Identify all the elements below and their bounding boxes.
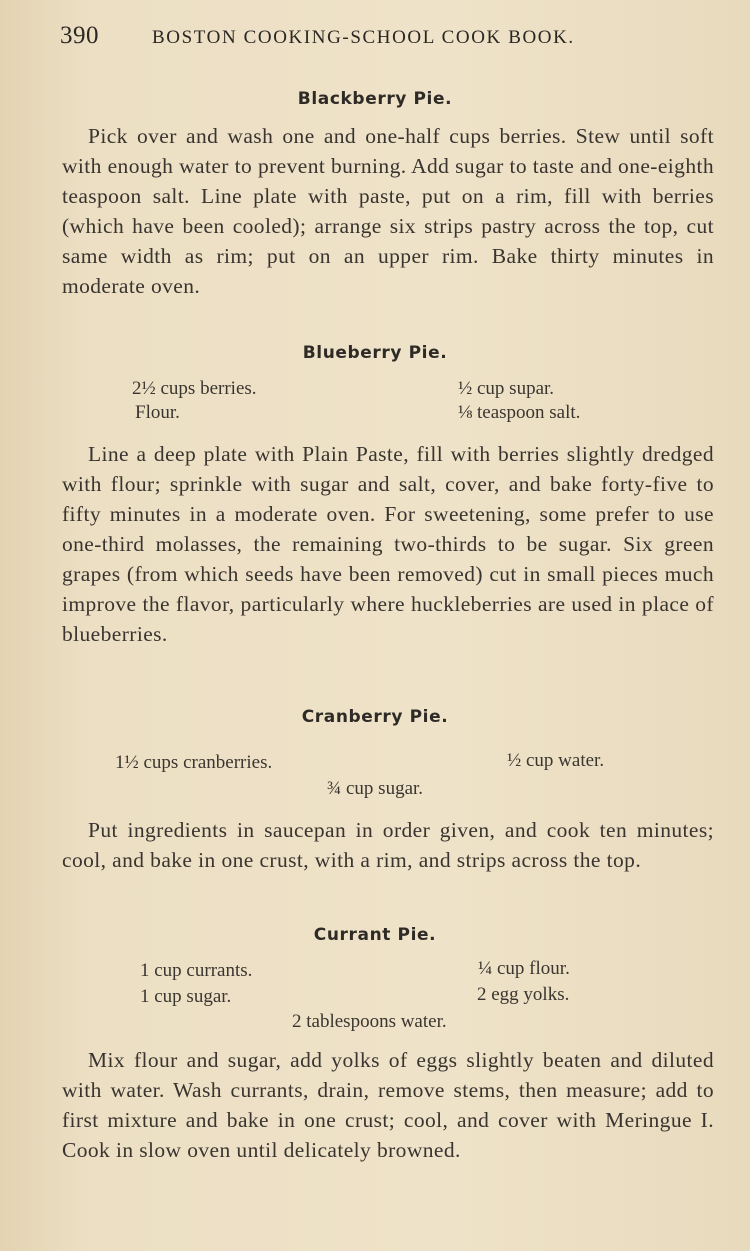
recipe-directions-cranberry-pie: Put ingredients in saucepan in order given, and cook ten minutes; cool, and bake in one crust, with a rim, and strips across the top.	[62, 818, 714, 872]
ingredient-item: Flour.	[135, 402, 180, 423]
ingredient-item: 2 egg yolks.	[477, 984, 570, 1005]
recipe-directions-currant-pie: Mix flour and sugar, add yolks of eggs slightly beaten and diluted with water. Wash currants, drain, remove stems, then measure; add to first mixture and bake in one crust; cool, and cover with Meringue I. Cook in slow oven until delicately browned.	[62, 1048, 714, 1162]
page-number: 390	[60, 22, 99, 49]
recipe-directions-blackberry-pie: Pick over and wash one and one-half cups berries. Stew until soft with enough water to prevent burning. Add sugar to taste and one-eighth teaspoon salt. Line plate with paste, put on a rim, fill with berries (which have been cooled); arrange six strips pastry across the top, cut same width as rim; put on an upper rim. Bake thirty minutes in moderate oven.	[62, 124, 714, 298]
ingredient-item: ¾ cup sugar.	[327, 778, 424, 799]
ingredient-item: ¼ cup flour.	[478, 958, 570, 979]
recipe-title-blackberry-pie: Blackberry Pie.	[297, 89, 453, 109]
ingredient-item: 2 tablespoons water.	[292, 1011, 447, 1032]
ingredient-item: 1 cup currants.	[140, 960, 253, 981]
recipe-directions-blueberry-pie: Line a deep plate with Plain Paste, fill with berries slightly dredged with flour; sprinkle with sugar and salt, cover, and bake forty-five to fifty minutes in a moderate oven. For sweetening, some prefer to use one-third molasses, the remaining two-thirds to be sugar. Six green grapes (from which seeds have been removed) cut in small pieces much improve the flavor, particularly where huckleberries are used in place of blueberries.	[62, 442, 714, 646]
ingredient-item: ½ cup supar.	[458, 378, 555, 399]
ingredient-item: ⅛ teaspoon salt.	[458, 402, 581, 423]
recipe-title-cranberry-pie: Cranberry Pie.	[301, 707, 449, 727]
ingredient-item: 1 cup sugar.	[140, 986, 232, 1007]
ingredient-item: 2½ cups berries.	[132, 378, 257, 399]
running-title: BOSTON COOKING-SCHOOL COOK BOOK.	[152, 27, 575, 48]
recipe-title-blueberry-pie: Blueberry Pie.	[302, 343, 448, 363]
ingredient-item: ½ cup water.	[507, 750, 605, 771]
recipe-title-currant-pie: Currant Pie.	[313, 925, 437, 945]
ingredient-item: 1½ cups cranberries.	[115, 752, 273, 773]
page-header	[60, 22, 690, 54]
